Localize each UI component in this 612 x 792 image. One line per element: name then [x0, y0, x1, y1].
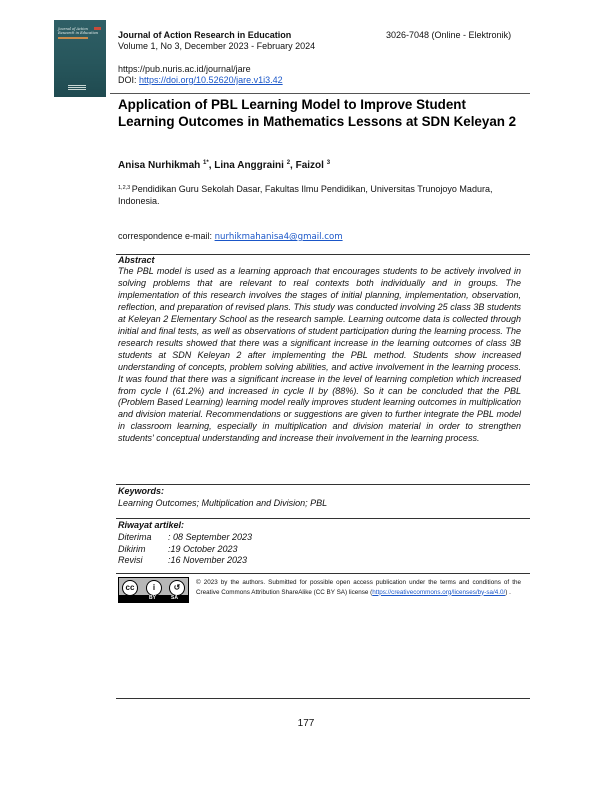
- history-heading: Riwayat artikel:: [118, 520, 185, 530]
- author-sup: 1*: [203, 160, 209, 166]
- keywords-text: Learning Outcomes; Multiplication and Division; PBL: [118, 498, 328, 508]
- cover-accent: [94, 27, 101, 30]
- history-table: [118, 532, 252, 567]
- badge-sa-label: SA: [171, 595, 178, 601]
- abstract-top-divider: [116, 254, 530, 255]
- cc-by-sa-badge[interactable]: [118, 577, 189, 603]
- history-value: :16 November 2023: [168, 555, 248, 566]
- history-value: : 08 September 2023: [168, 532, 253, 542]
- cover-bar: [58, 37, 88, 39]
- history-row: [118, 555, 252, 567]
- license-tail: ) .: [505, 588, 511, 596]
- journal-issn: 3026-7048 (Online - Elektronik): [386, 30, 512, 40]
- keywords-heading: Keywords:: [118, 486, 165, 496]
- abstract-heading: Abstract: [118, 255, 155, 265]
- doi-link[interactable]: https://doi.org/10.52620/jare.v1i3.42: [139, 75, 283, 85]
- author-name: Faizol: [295, 160, 327, 171]
- affiliation-text: Pendidikan Guru Sekolah Dasar, Fakultas Ilmu Pendidikan, Universitas Trunojoyo Madura, Indonesia.: [118, 184, 493, 206]
- correspondence: [118, 231, 343, 242]
- journal-name: Journal of Action Research in Education: [118, 30, 292, 40]
- correspondence-email[interactable]: nurhikmahanisa4@gmail.com: [214, 232, 343, 242]
- cc-icon: cc: [122, 580, 138, 596]
- header-divider: [110, 93, 530, 94]
- journal-header: [118, 30, 315, 52]
- history-label: Revisi: [118, 555, 143, 566]
- doi-line: [118, 75, 283, 86]
- author-list: Anisa Nurhikmah $^{1*}$, Lina Anggraini $^2$, Faizol $^3$: [118, 160, 331, 171]
- history-value: :19 October 2023: [168, 543, 238, 554]
- history-divider: [116, 518, 530, 519]
- history-label: Dikirim: [118, 543, 146, 554]
- affiliation: [118, 182, 508, 207]
- cover-title: Journal of Action Research in Education: [58, 27, 99, 35]
- affiliation-sup: 1,2,3: [118, 185, 132, 191]
- history-row: [118, 544, 252, 556]
- attribution-icon: i: [146, 580, 162, 596]
- cover-logo: [68, 85, 86, 91]
- author-name: Lina Anggraini: [214, 160, 287, 171]
- share-alike-icon: ↺: [169, 580, 185, 596]
- correspondence-label: correspondence e-mail:: [118, 231, 215, 241]
- license-text: [196, 578, 521, 597]
- license-divider: [116, 573, 530, 574]
- footer-divider: [116, 698, 530, 699]
- license-statement: © 2023 by the authors. Submitted for possible open access publication under the terms and conditions of the Creative Commons Attribution ShareAlike (CC BY SA) license (: [196, 579, 521, 596]
- abstract-text: The PBL model is used as a learning approach that encourages students to be actively involved in solving problems that are relevant to real contexts both individually and in groups. The implementation of this research involves the stages of initial planning, implementation, observation, reflection, and preparation of revised plans. This study was conducted involving 25 class 3B students at Keleyan 2 Elementary School as the research sample. Learning outcome data is collected through initial and final tests, as well as observations of student participation during the learning process. The research results showed that there was a significant increase in the learning outcomes of class 3B students at SDN Keleyan 2 after implementing the PBL method. Students show increased understanding of concepts, problem solving abilities, and active involvement in the learning process. It was found that there was a significant increase in the level of learning completion which increased from cycle I (61.2%) and increased in cycle II by (88%). So it can be concluded that the PBL (Problem Based Learning) learning model really improves student learning outcomes in multiplication and division material. Recommendations or suggestions are given to further integrate the PBL model in classroom learning, especially in multiplication and division material in order to strengthen students' conceptual understanding and increase their involvement in the learning process.: [118, 266, 521, 444]
- author-sup: 3: [326, 160, 331, 166]
- doi-label: DOI:: [118, 75, 140, 85]
- article-title: Application of PBL Learning Model to Improve Student Learning Outcomes in Mathematics Lessons at SDN Keleyan 2: [118, 97, 517, 129]
- journal-links: [118, 64, 283, 86]
- history-row: [118, 532, 252, 544]
- license-link[interactable]: https://creativecommons.org/licenses/by-sa/4.0/: [372, 588, 506, 596]
- author-sup: 2: [286, 160, 291, 166]
- journal-url: https://pub.nuris.ac.id/journal/jare: [118, 64, 251, 74]
- badge-by-label: BY: [149, 595, 156, 601]
- journal-volume: Volume 1, No 3, December 2023 - February 2024: [118, 41, 316, 51]
- page-number: 177: [297, 718, 315, 729]
- history-label: Diterima: [118, 532, 152, 542]
- journal-cover-image: [54, 20, 106, 97]
- author-name: Anisa Nurhikmah: [118, 160, 204, 171]
- keywords-divider: [116, 484, 530, 485]
